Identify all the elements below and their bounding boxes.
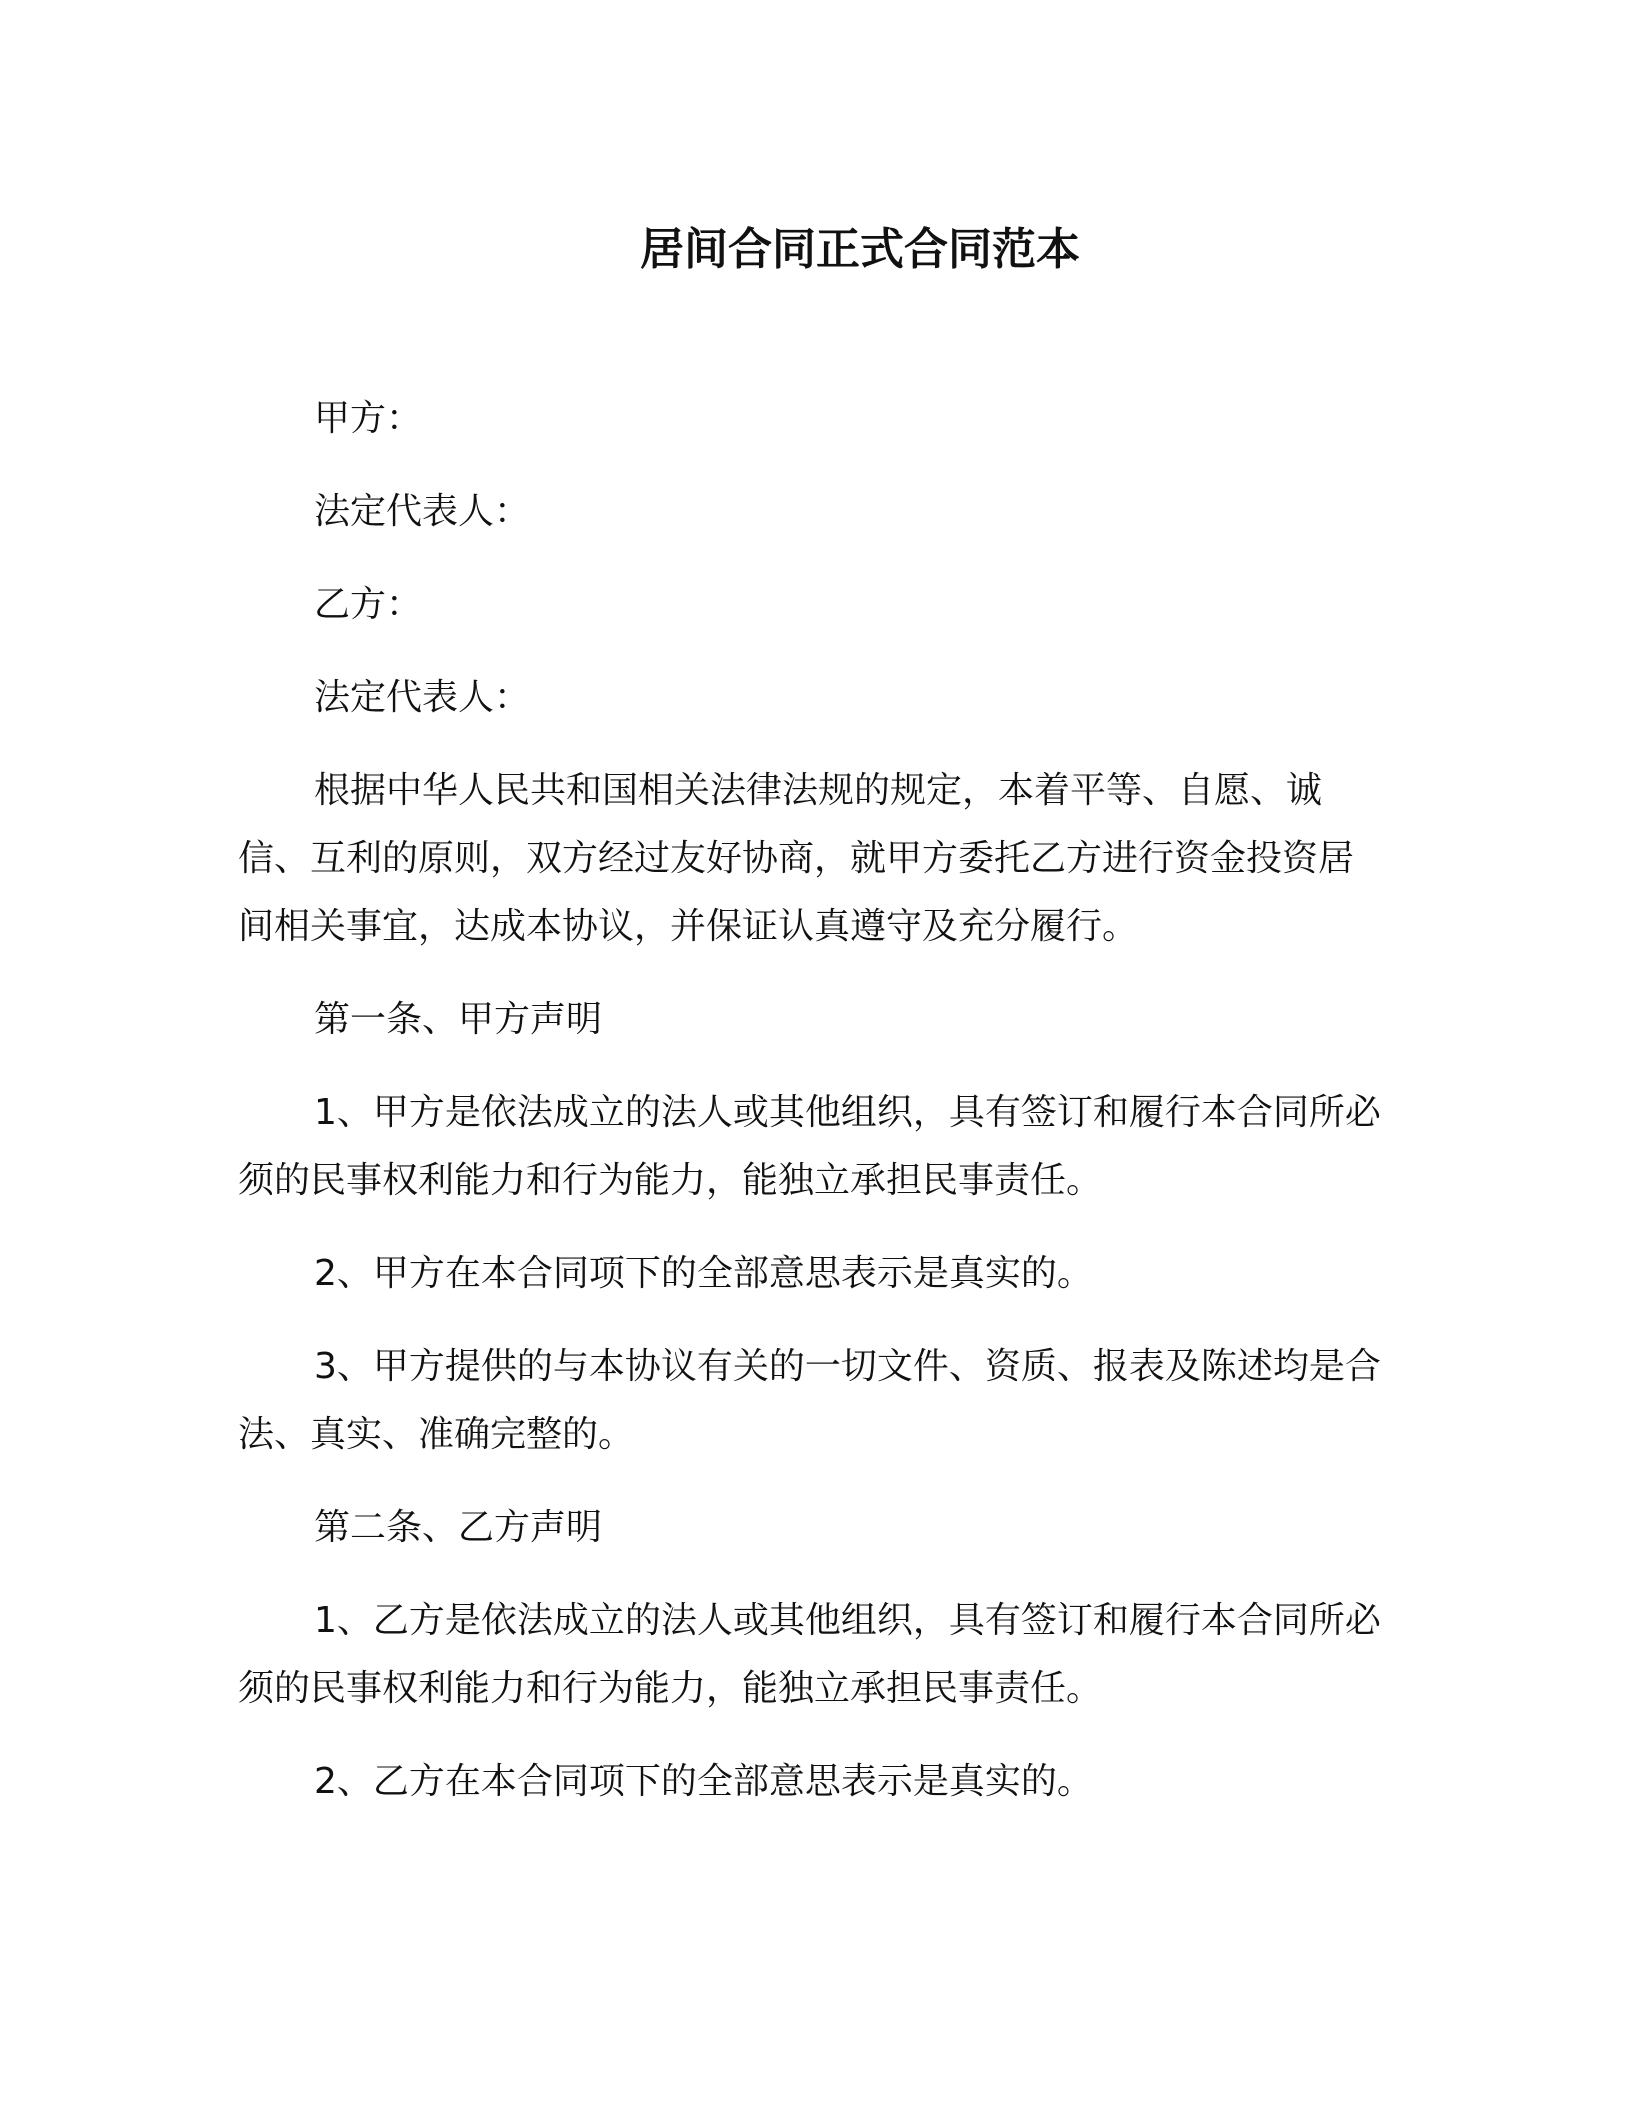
party-b-line: 乙方： [314, 584, 423, 625]
article-2-clause-2: 2、乙方在本合同项下的全部意思表示是真实的。 [314, 1761, 1093, 1802]
article-1-clause-1: 1、甲方是依法成立的法人或其他组织，具有签订和履行本合同所必须的民事权利能力和行为能力，能独立承担民事责任。 [238, 1092, 1381, 1201]
preamble-paragraph: 根据中华人民共和国相关法律法规的规定，本着平等、自愿、诚信、互利的原则，双方经过友好协商，就甲方委托乙方进行资金投资居间相关事宜，达成本协议，并保证认真遵守及充分履行。 [238, 770, 1355, 947]
article-1-clause-2: 2、甲方在本合同项下的全部意思表示是真实的。 [314, 1253, 1093, 1294]
party-a-representative-line: 法定代表人： [314, 491, 531, 532]
article-2-heading: 第二条、乙方声明 [314, 1507, 603, 1548]
article-2-clause-1: 1、乙方是依法成立的法人或其他组织，具有签订和履行本合同所必须的民事权利能力和行为能力，能独立承担民事责任。 [238, 1600, 1381, 1709]
party-b-representative-line: 法定代表人： [314, 677, 531, 718]
article-1-heading: 第一条、甲方声明 [314, 999, 603, 1040]
document-body [238, 385, 1388, 1841]
document-title: 居间合同正式合同范本 [640, 224, 1080, 275]
article-1-clause-3: 3、甲方提供的与本协议有关的一切文件、资质、报表及陈述均是合法、真实、准确完整的。 [238, 1346, 1381, 1455]
party-a-line: 甲方： [314, 398, 423, 439]
